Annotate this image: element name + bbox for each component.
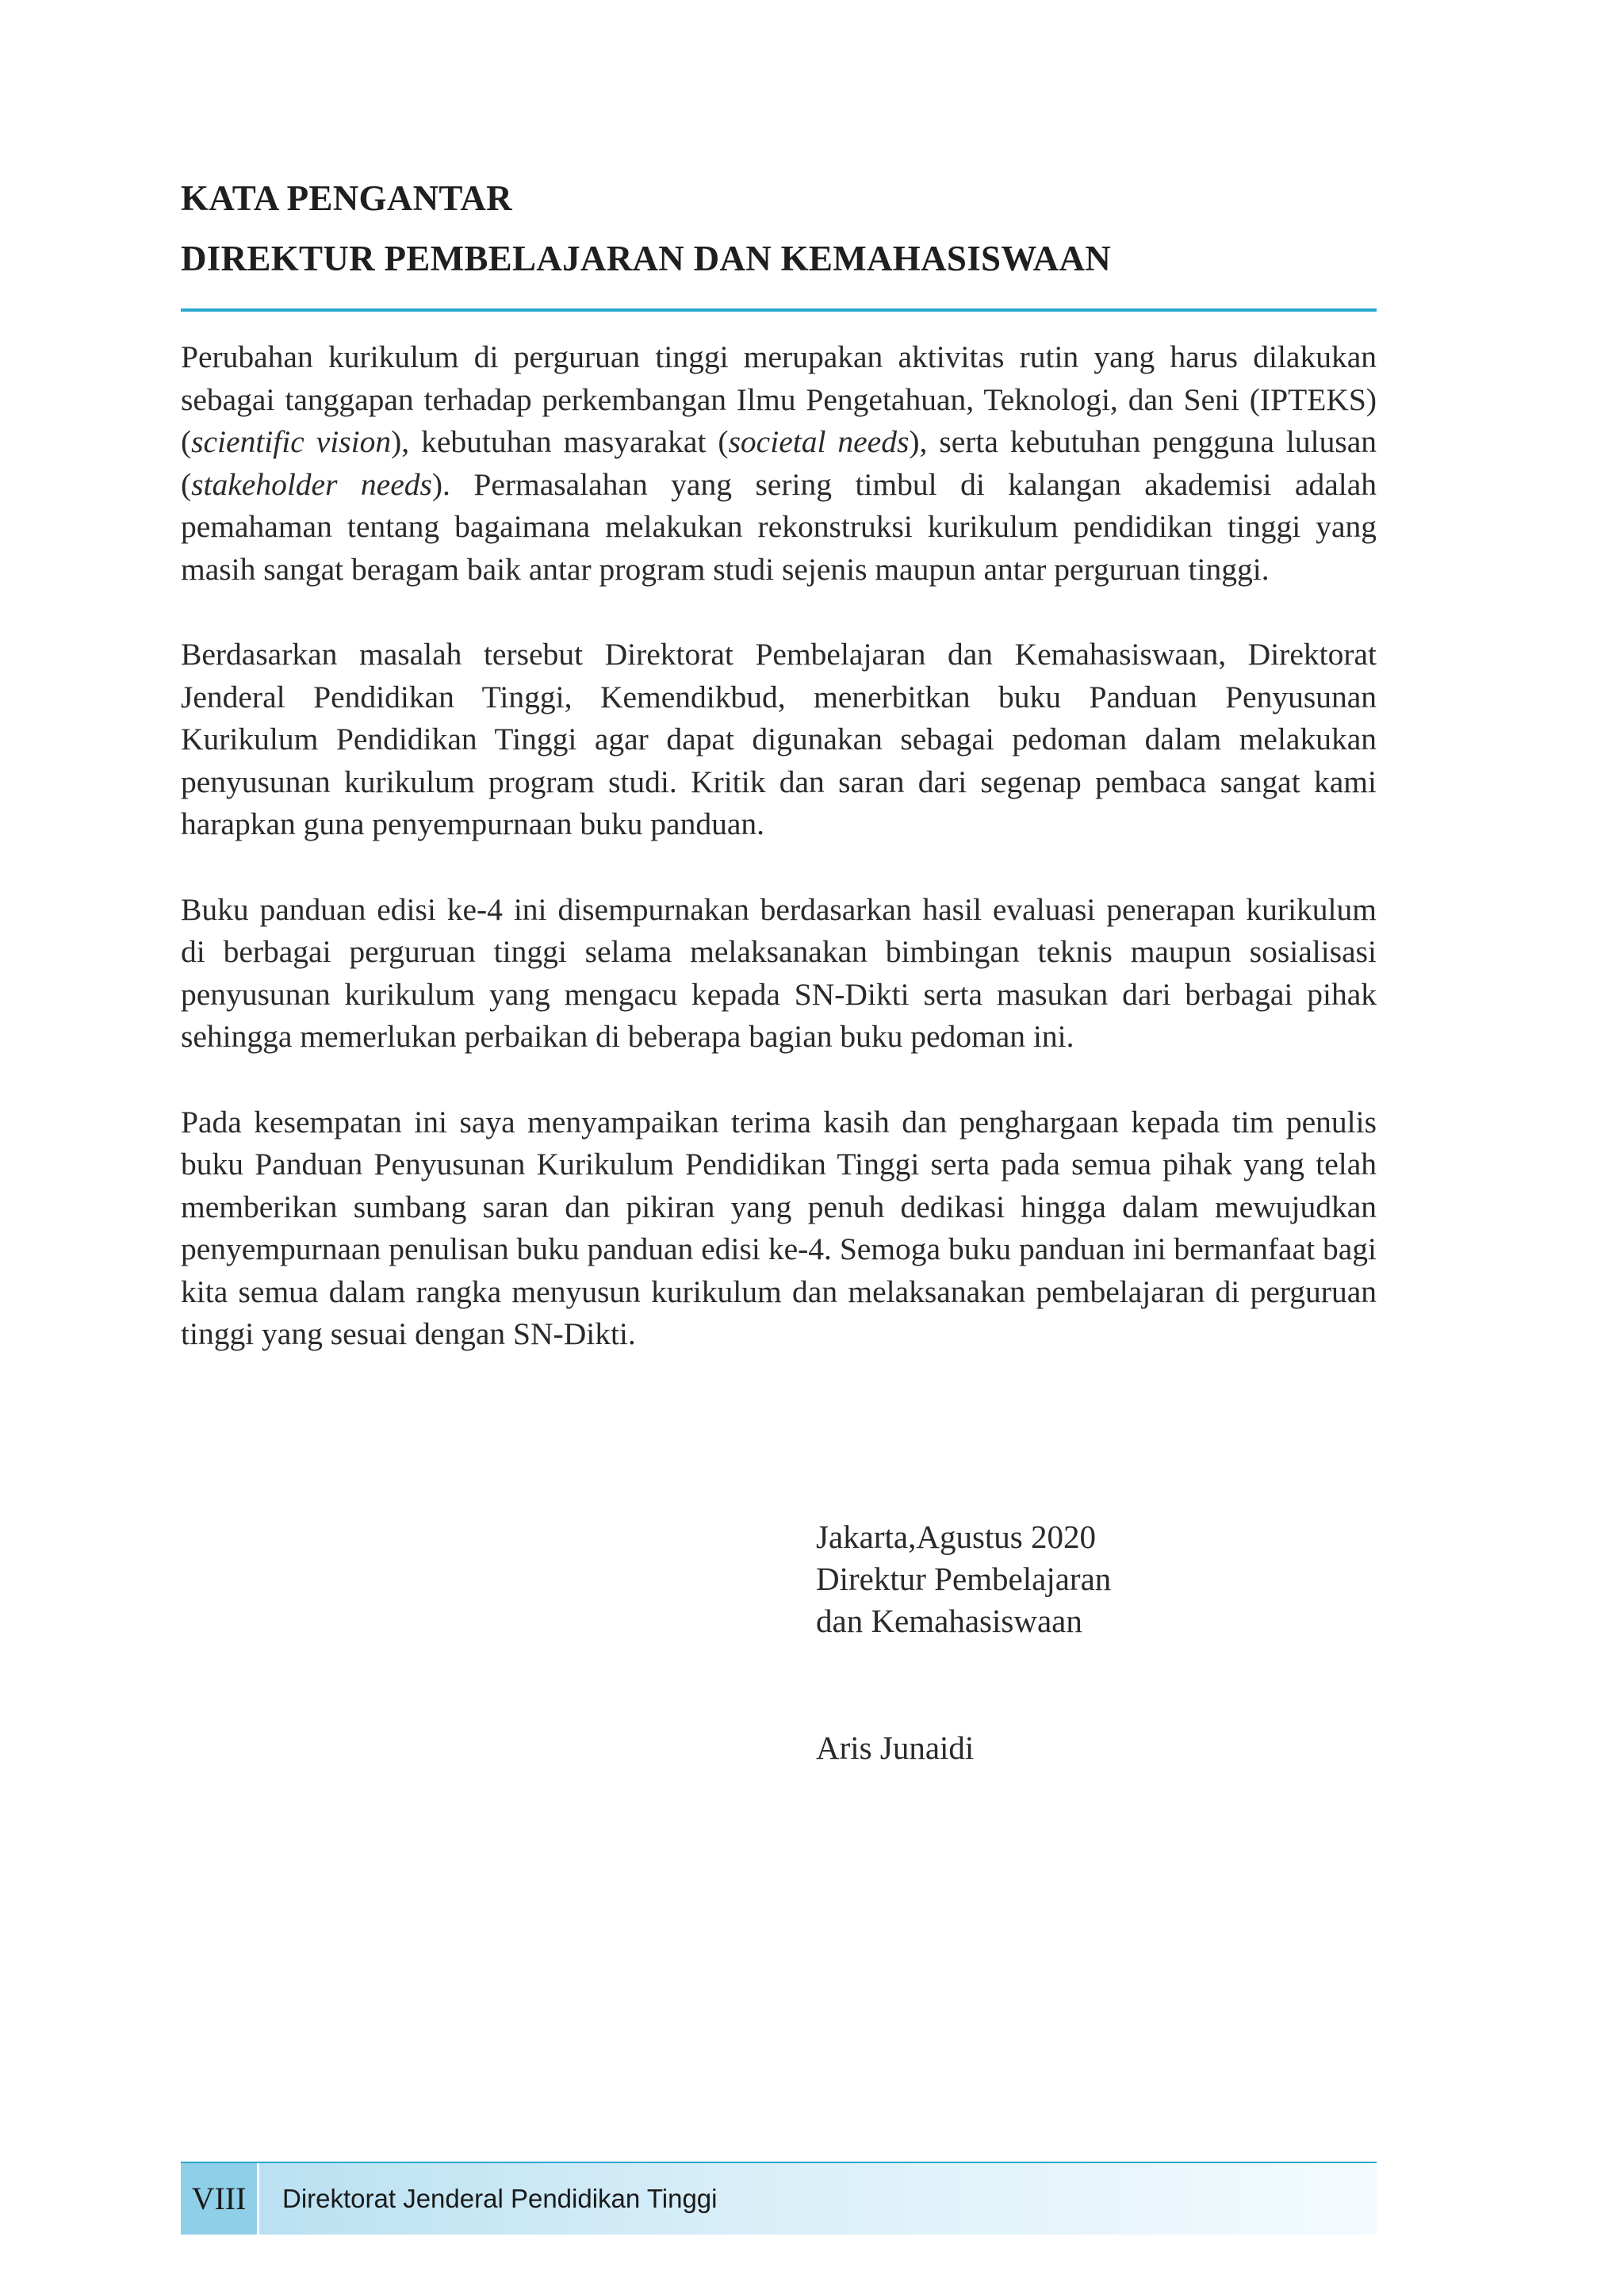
- heading-divider: [181, 308, 1377, 312]
- paragraph-1-italic-c: stakeholder needs: [191, 466, 432, 502]
- paragraph-1-italic-b: societal needs: [728, 424, 910, 459]
- paragraph-2: Berdasarkan masalah tersebut Direktorat Pembelajaran dan Kemahasiswaan, Direktorat Jenderal Pendidikan Tinggi, Kemendikbud, menerbitkan buku Panduan Penyusunan Kurikulum Pendidikan Tinggi agar dapat digunakan sebagai pedoman dalam melakukan penyusunan kurikulum program studi. Kritik dan saran dari segenap pembaca sangat kami harapkan guna penyempurnaan buku panduan.: [181, 637, 1377, 841]
- signature-title-line-1: Direktur Pembelajaran: [816, 1561, 1112, 1597]
- paragraph-1-text-c: ), serta kebutuhan pengguna lulusan (: [181, 424, 1377, 502]
- foreword-body: [181, 336, 1377, 1399]
- page-footer: [181, 2162, 1377, 2235]
- page-number: VIII: [181, 2163, 259, 2235]
- signature-title-line-2: dan Kemahasiswaan: [816, 1603, 1082, 1639]
- heading-line-1: KATA PENGANTAR: [181, 178, 512, 218]
- paragraph-1: [181, 336, 1377, 591]
- paragraph-1-text-a: Perubahan kurikulum di perguruan tinggi merupakan aktivitas rutin yang harus dilakukan sebagai tanggapan terhadap perkembangan Ilmu Pengetahuan, Teknologi, dan Seni (IPTEKS) (: [181, 339, 1377, 459]
- paragraph-3: Buku panduan edisi ke-4 ini disempurnakan berdasarkan hasil evaluasi penerapan kurikulum di berbagai perguruan tinggi selama melaksanakan bimbingan teknis maupun sosialisasi penyusunan kurikulum yang mengacu kepada SN-Dikti serta masukan dari berbagai pihak sehingga memerlukan perbaikan di beberapa bagian buku pedoman ini.: [181, 891, 1377, 1054]
- paragraph-4: Pada kesempatan ini saya menyampaikan terima kasih dan penghargaan kepada tim penulis buku Panduan Penyusunan Kurikulum Pendidikan Tinggi serta pada semua pihak yang telah memberikan sumbang saran dan pikiran yang penuh dedikasi hingga dalam mewujudkan penyempurnaan penulisan buku panduan edisi ke-4. Semoga buku panduan ini bermanfaat bagi kita semua dalam rangka menyusun kurikulum dan melaksanakan pembelajaran di perguruan tinggi yang sesuai dengan SN-Dikti.: [181, 1104, 1377, 1351]
- footer-publisher: Direktorat Jenderal Pendidikan Tinggi: [282, 2184, 718, 2213]
- signature-place-date: Jakarta,Agustus 2020: [816, 1519, 1097, 1555]
- signature-block: [816, 1516, 1111, 1769]
- signature-name: Aris Junaidi: [816, 1729, 975, 1766]
- heading-line-2: DIREKTUR PEMBELAJARAN DAN KEMAHASISWAAN: [181, 239, 1112, 278]
- paragraph-1-text-d: ). Permasalahan yang sering timbul di kalangan akademisi adalah pemahaman tentang bagaimana melakukan rekonstruksi kurikulum pendidikan tinggi yang masih sangat beragam baik antar program studi sejenis maupun antar perguruan tinggi.: [181, 466, 1377, 587]
- paragraph-1-text-b: ), kebutuhan masyarakat (: [391, 424, 729, 459]
- page-heading: [181, 168, 1386, 289]
- paragraph-1-italic-a: scientific vision: [191, 424, 392, 459]
